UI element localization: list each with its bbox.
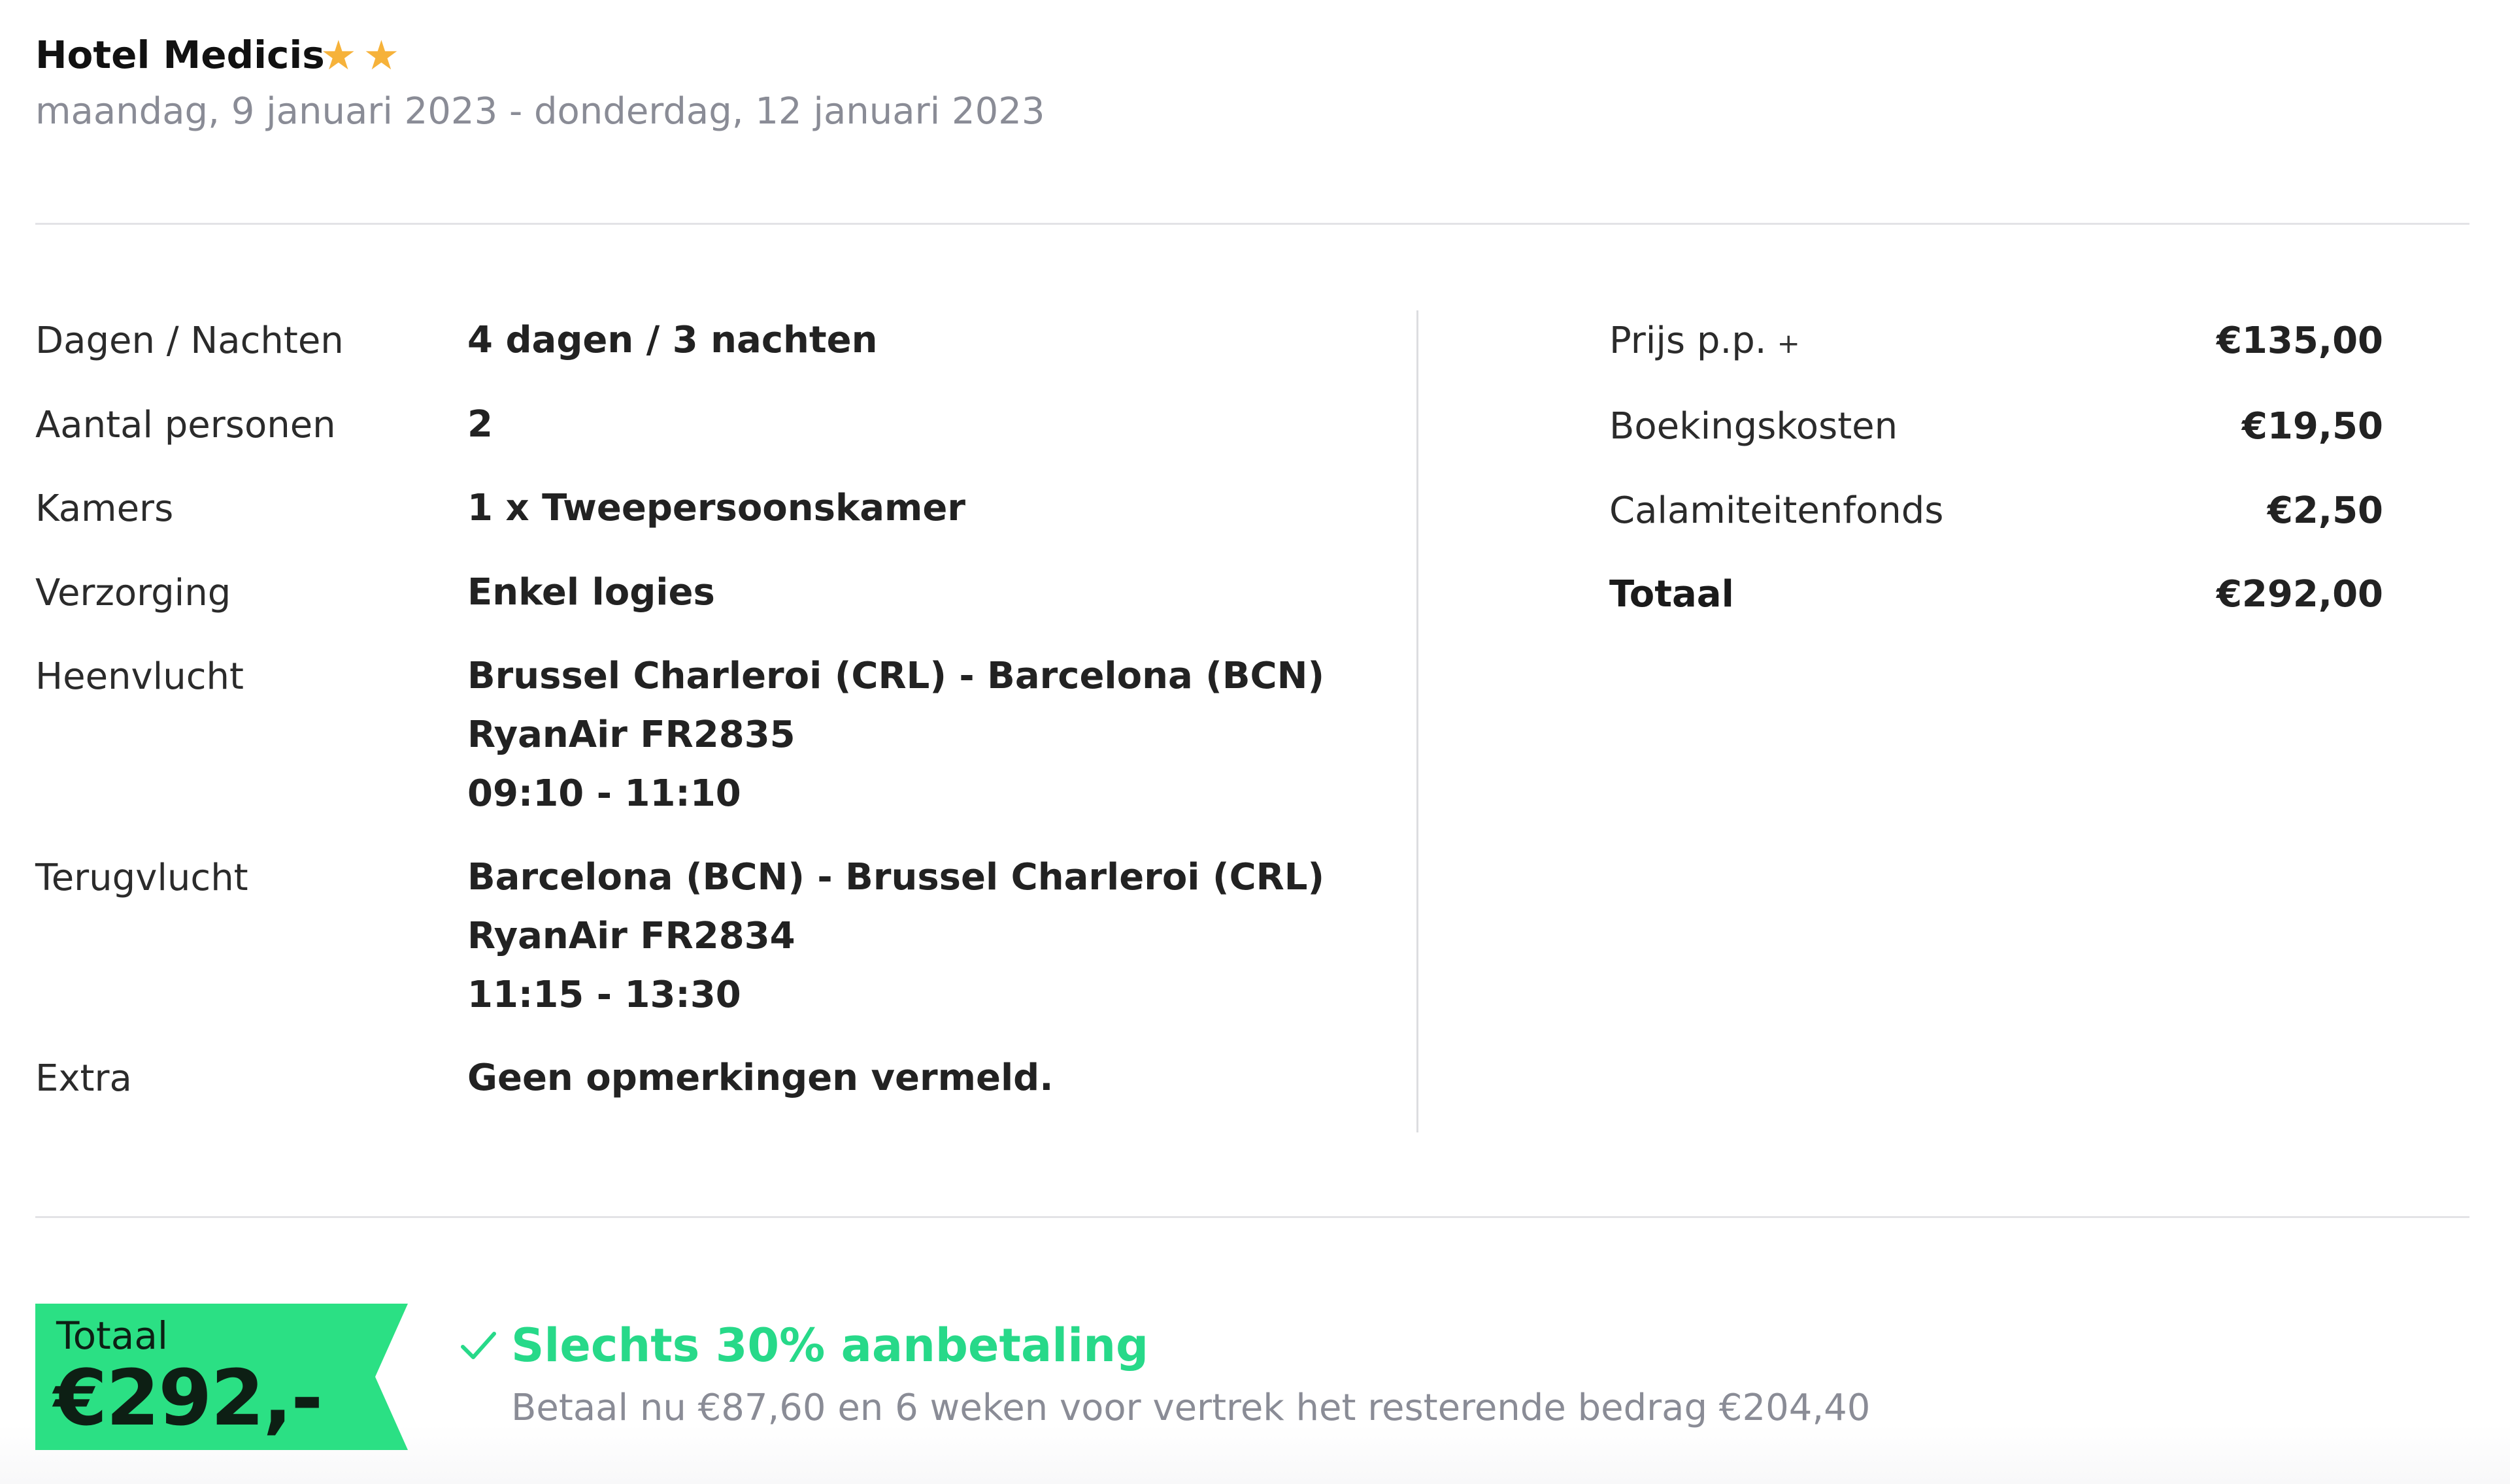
price-value-per-person: €135,00 — [2216, 320, 2383, 362]
detail-label-board: Verzorging — [35, 572, 231, 614]
price-label-text: Prijs p.p. — [1609, 320, 1767, 362]
price-label-calamity-fund: Calamiteitenfonds — [1609, 489, 1944, 532]
total-badge — [35, 1304, 408, 1450]
detail-line: Enkel logies — [467, 571, 715, 614]
detail-line: Geen opmerkingen vermeld. — [467, 1057, 1054, 1099]
total-badge-label: Totaal — [56, 1313, 168, 1358]
deposit-promo-title: Slechts 30% aanbetaling — [511, 1319, 1149, 1372]
flight-times: 11:15 - 13:30 — [467, 974, 741, 1016]
detail-value-outbound-flight — [467, 647, 1324, 823]
price-value-calamity-fund: €2,50 — [2267, 489, 2383, 532]
deposit-promo — [458, 1316, 1148, 1375]
total-badge-amount: €292,- — [54, 1353, 322, 1443]
detail-value-return-flight — [467, 848, 1324, 1025]
detail-label-return-flight: Terugvlucht — [35, 857, 248, 899]
detail-line: 4 dagen / 3 nachten — [467, 319, 878, 361]
stay-dates: maandag, 9 januari 2023 - donderdag, 12 januari 2023 — [35, 90, 1045, 133]
detail-value-board — [467, 563, 715, 622]
detail-label-extra: Extra — [35, 1057, 132, 1100]
star-icon: ★ — [363, 31, 400, 79]
detail-value-days-nights — [467, 311, 878, 370]
flight-times: 09:10 - 11:10 — [467, 772, 741, 815]
detail-line: 1 x Tweepersoonskamer — [467, 487, 965, 529]
divider — [35, 1216, 2469, 1218]
star-rating — [320, 33, 399, 78]
detail-value-extra — [467, 1049, 1054, 1108]
flight-route: Barcelona (BCN) - Brussel Charleroi (CRL) — [467, 856, 1325, 899]
detail-line: 2 — [467, 403, 493, 446]
price-value-total: €292,00 — [2216, 573, 2383, 616]
detail-label-days-nights: Dagen / Nachten — [35, 320, 344, 362]
plus-icon[interactable]: + — [1777, 327, 1800, 359]
hotel-name: Hotel Medicis — [35, 33, 325, 77]
deposit-promo-text: Betaal nu €87,60 en 6 weken voor vertrek het resterende bedrag €204,40 — [511, 1386, 1871, 1429]
detail-value-rooms — [467, 479, 965, 538]
price-label-total: Totaal — [1609, 573, 1734, 616]
divider — [35, 223, 2469, 225]
flight-route: Brussel Charleroi (CRL) - Barcelona (BCN) — [467, 655, 1325, 697]
detail-label-rooms: Kamers — [35, 487, 174, 530]
star-icon: ★ — [320, 31, 357, 79]
price-label-per-person — [1609, 318, 1800, 367]
price-label-booking-fee: Boekingskosten — [1609, 405, 1898, 448]
detail-value-persons — [467, 395, 493, 454]
flight-number: RyanAir FR2835 — [467, 714, 795, 756]
detail-label-outbound-flight: Heenvlucht — [35, 655, 244, 698]
flight-number: RyanAir FR2834 — [467, 915, 795, 957]
column-divider — [1416, 310, 1418, 1132]
check-icon — [458, 1325, 499, 1366]
detail-label-persons: Aantal personen — [35, 404, 336, 446]
price-value-booking-fee: €19,50 — [2241, 405, 2383, 448]
